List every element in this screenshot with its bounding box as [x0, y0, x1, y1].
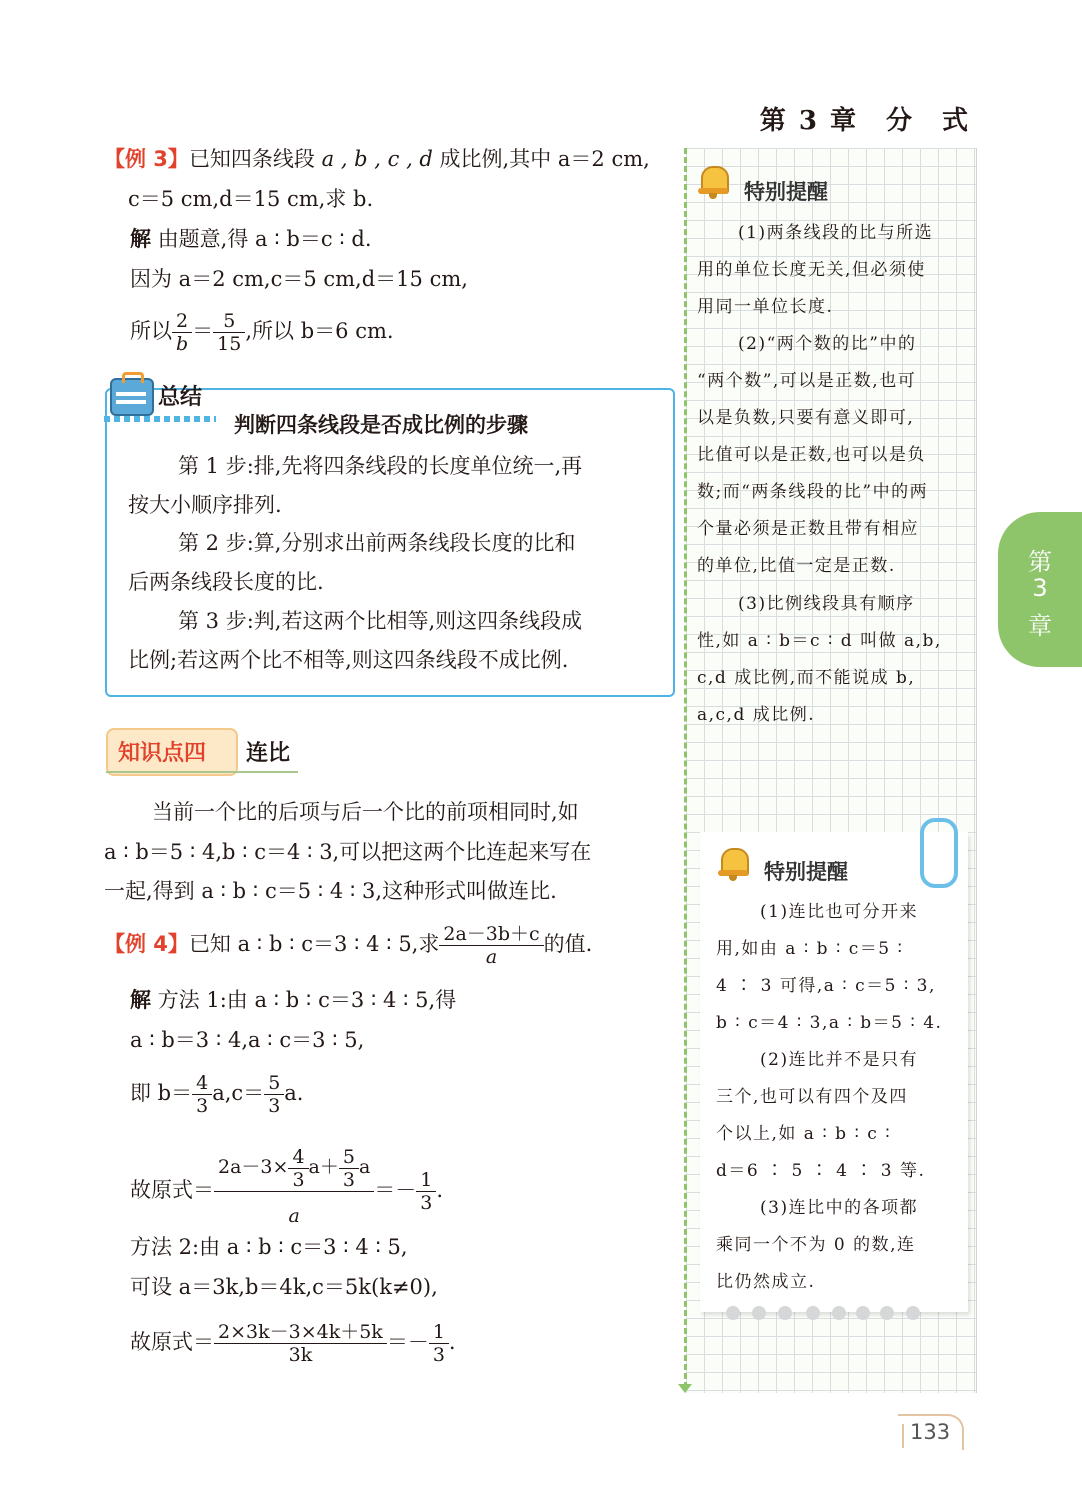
tip1-line: c,d 成比例,而不能说成 b,	[697, 668, 916, 688]
knowledge-point-tag: 知识点四	[106, 728, 238, 776]
tip1-title: 特别提醒	[744, 180, 828, 204]
tip1-line: 用同一单位长度.	[697, 297, 834, 317]
fraction: $\frac{2a-3b+c}{a}$	[441, 923, 541, 968]
example4-method1-line3: 即 b＝ $\frac{4}{3}$ a,c＝ $\frac{5}{3}$ a.	[130, 1072, 304, 1117]
tip2-line: 用,如由 a ∶ b ∶ c＝5 ∶	[716, 939, 904, 959]
summary-line: 比例;若这两个比不相等,则这四条线段不成比例.	[128, 648, 569, 672]
tip2-line: (1)连比也可分开来	[760, 902, 919, 922]
example3-solution-line1: 解 由题意,得 a ∶ b＝c ∶ d.	[130, 227, 372, 251]
tip2-line: (2)连比并不是只有	[760, 1050, 919, 1070]
tip1-line: 用的单位长度无关,但必须使	[697, 260, 926, 280]
tip1-line: a,c,d 成比例.	[697, 705, 816, 725]
chapter-side-tab: 第 3 章	[998, 512, 1082, 667]
example4-stem: 【例 4】已知 a ∶ b ∶ c＝3 ∶ 4 ∶ 5,求 $\frac{2a-3b+c}{a}$ 的值.	[104, 923, 593, 968]
tip1-line: “两个数”,可以是正数,也可	[697, 371, 917, 391]
example3-solution-line2: 因为 a＝2 cm,c＝5 cm,d＝15 cm,	[130, 267, 468, 291]
divider-arrow-icon	[678, 1384, 692, 1393]
tip1-line: 以是负数,只要有意义即可,	[697, 408, 915, 428]
intro-line: a ∶ b＝5 ∶ 4,b ∶ c＝4 ∶ 3,可以把这两个比连起来写在	[104, 840, 592, 864]
chapter-header: 第 3 章 分 式	[759, 106, 970, 136]
example4-method1-line4: 故原式＝ 2a－3× $\frac{4}{3}$ a＋ $\frac{5}{3}$ a a ＝－ $\frac{1}{3}$ .	[130, 1140, 443, 1240]
tip2-line: d＝6 ∶ 5 ∶ 4 ∶ 3 等.	[716, 1161, 926, 1181]
summary-line: 第 3 步:判,若这两个比相等,则这四条线段成	[178, 609, 583, 633]
solution-label: 解	[130, 227, 151, 251]
tip1-line: (2)“两个数的比”中的	[738, 334, 917, 354]
example3-stem-line2: c＝5 cm,d＝15 cm,求 b.	[128, 187, 374, 211]
example4-method2-line3: 故原式＝ $\frac{2\times 3k-3\times 4k+5k}{3k}$ ＝－ $\frac{1}{3}$ .	[130, 1321, 456, 1366]
fraction: $\frac{4}{3}$	[194, 1072, 210, 1117]
summary-line: 第 1 步:排,先将四条线段的长度单位统一,再	[178, 454, 583, 478]
example4-method1-line1: 解 方法 1:由 a ∶ b ∶ c＝3 ∶ 4 ∶ 5,得	[130, 988, 457, 1012]
page-number: 133	[898, 1414, 964, 1450]
fraction: $\frac{2\times 3k-3\times 4k+5k}{3k}$	[216, 1321, 385, 1366]
bell-icon	[698, 164, 728, 198]
tip2-line: 个以上,如 a ∶ b ∶ c ∶	[716, 1124, 892, 1144]
summary-line: 第 2 步:算,分别求出前两条线段长度的比和	[178, 531, 576, 555]
tip1-line: 比值可以是正数,也可以是负	[697, 445, 926, 465]
example4-method2-line1: 方法 2:由 a ∶ b ∶ c＝3 ∶ 4 ∶ 5,	[130, 1235, 408, 1259]
compound-fraction: 2a－3× $\frac{4}{3}$ a＋ $\frac{5}{3}$ a a	[216, 1143, 372, 1240]
example3-stem-line1: 【例 3】已知四条线段 a , b , c , d 成比例,其中 a＝2 cm,	[104, 147, 650, 171]
tip1-line: 数;而“两条线段的比”中的两	[697, 482, 929, 502]
fraction: $\frac{2}{b}$	[174, 310, 190, 355]
divider	[106, 771, 298, 773]
tip2-line: 三个,也可以有四个及四	[716, 1087, 908, 1107]
summary-line: 按大小顺序排列.	[128, 493, 282, 517]
tip2-line: b ∶ c＝4 ∶ 3,a ∶ b＝5 ∶ 4.	[716, 1013, 943, 1033]
example4-tag: 【例 4】	[104, 932, 189, 956]
tip2-title: 特别提醒	[764, 860, 848, 884]
tip1-line: 个量必须是正数且带有相应	[697, 519, 919, 539]
summary-tag: 总结	[104, 378, 216, 428]
fraction: $\frac{1}{3}$	[418, 1169, 434, 1214]
knowledge-point-title: 连比	[246, 741, 291, 766]
paperclip-icon	[920, 818, 958, 888]
margin-divider	[684, 148, 687, 1388]
fraction: $\frac{1}{3}$	[431, 1321, 447, 1366]
example3-tag: 【例 3】	[104, 147, 189, 171]
intro-line: 当前一个比的后项与后一个比的前项相同时,如	[152, 800, 579, 824]
summary-line: 后两条线段长度的比.	[128, 570, 324, 594]
example3-solution-line3: 所以 $\frac{2}{b}$ ＝ $\frac{5}{15}$ ,所以 b＝6 cm.	[130, 310, 394, 355]
tip1-line: (1)两条线段的比与所选	[738, 223, 934, 243]
tip1-line: 的单位,比值一定是正数.	[697, 556, 896, 576]
fraction: $\frac{5}{15}$	[215, 310, 243, 355]
briefcase-icon	[110, 378, 154, 416]
fraction: $\frac{5}{3}$	[266, 1072, 282, 1117]
intro-line: 一起,得到 a ∶ b ∶ c＝5 ∶ 4 ∶ 3,这种形式叫做连比.	[104, 879, 557, 903]
tip2-line: 比仍然成立.	[716, 1272, 816, 1292]
summary-title: 判断四条线段是否成比例的步骤	[234, 413, 528, 437]
solution-label: 解	[130, 988, 151, 1012]
tip2-line: (3)连比中的各项都	[760, 1198, 919, 1218]
tip1-line: 性,如 a ∶ b＝c ∶ d 叫做 a,b,	[697, 631, 942, 651]
tip1-line: (3)比例线段具有顺序	[738, 594, 915, 614]
example4-method2-line2: 可设 a＝3k,b＝4k,c＝5k(k≠0),	[130, 1275, 438, 1299]
tip2-line: 乘同一个不为 0 的数,连	[716, 1235, 916, 1255]
example4-method1-line2: a ∶ b＝3 ∶ 4,a ∶ c＝3 ∶ 5,	[130, 1028, 365, 1052]
tip2-line: 4 ∶ 3 可得,a ∶ c＝5 ∶ 3,	[716, 976, 936, 996]
bell-icon	[718, 846, 748, 880]
